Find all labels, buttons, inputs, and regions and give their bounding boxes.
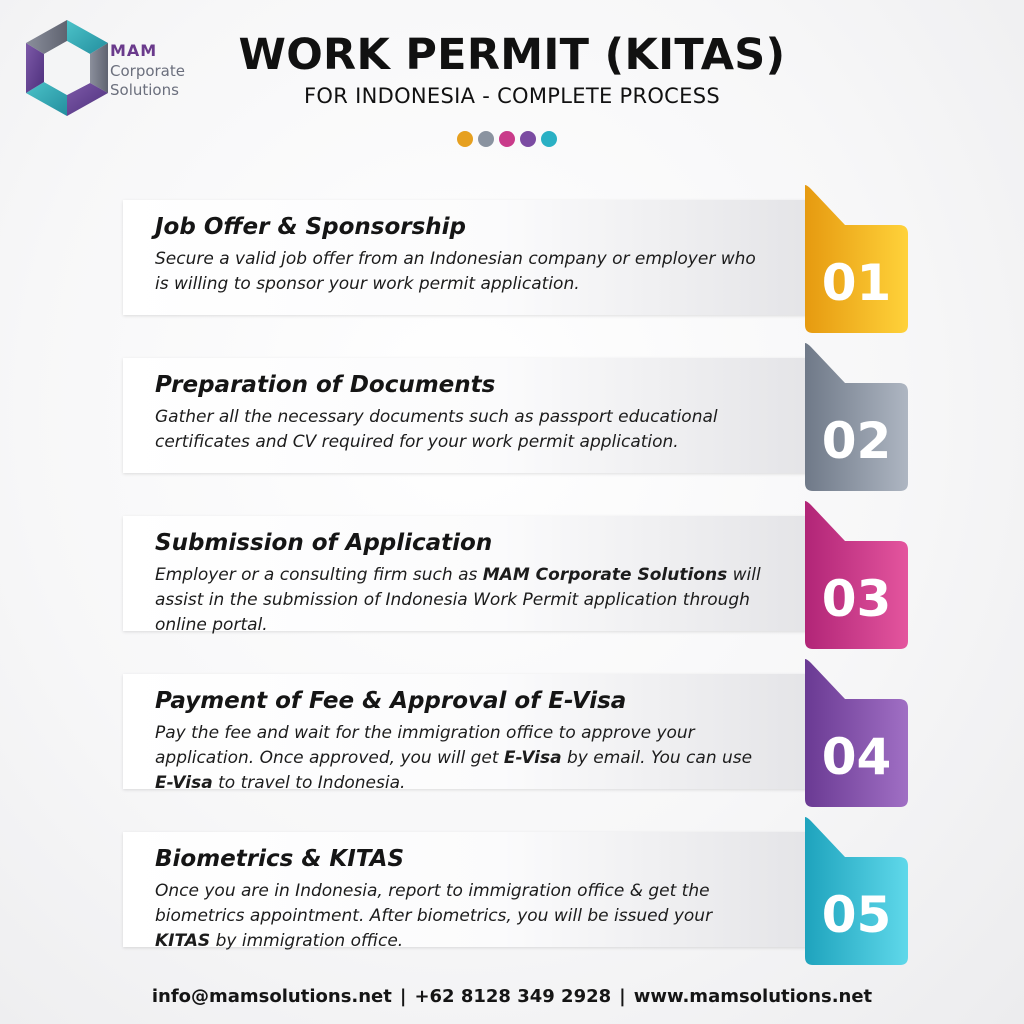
footer-phone[interactable]: +62 8128 349 2928 xyxy=(414,986,612,1007)
step-card xyxy=(123,674,813,793)
step-title: Biometrics & KITAS xyxy=(155,846,405,872)
page-title: WORK PERMIT (KITAS) xyxy=(238,30,786,80)
header-dot xyxy=(457,131,473,147)
step-description-emphasis: E-Visa xyxy=(503,748,562,768)
step-title: Payment of Fee & Approval of E-Visa xyxy=(155,688,627,714)
footer-email[interactable]: info@mamsolutions.net xyxy=(151,986,392,1007)
step-description-text: by immigration office. xyxy=(210,931,404,951)
logo-text-solutions: Solutions xyxy=(110,81,179,99)
step-number: 04 xyxy=(821,728,892,786)
step-number: 05 xyxy=(821,886,892,944)
logo-text-corporate: Corporate xyxy=(110,62,185,80)
step-description-text: Once you are in Indonesia, report to immigration office & get the biometrics appointment. After biometrics, you will be issued your xyxy=(155,881,713,926)
step-description xyxy=(155,563,765,638)
step-description-emphasis: E-Visa xyxy=(155,773,213,793)
step-number: 02 xyxy=(821,412,892,470)
logo-text-mam: MAM xyxy=(110,41,158,60)
step-description-text: Gather all the necessary documents such as passport educational certificates and CV required for your work permit application. xyxy=(155,407,718,452)
decorative-dots xyxy=(457,131,557,147)
process-step xyxy=(123,659,908,807)
step-number: 03 xyxy=(821,570,892,628)
footer-separator: | xyxy=(399,986,407,1007)
step-description-text: Pay the fee and wait for the immigration office to approve your application. Once approved, you will get xyxy=(155,723,695,768)
step-title: Submission of Application xyxy=(155,530,493,556)
step-description-text: to travel to Indonesia. xyxy=(212,773,406,793)
step-card xyxy=(123,516,813,635)
step-title: Preparation of Documents xyxy=(155,372,496,398)
process-step xyxy=(123,501,908,649)
footer-website[interactable]: www.mamsolutions.net xyxy=(633,986,873,1007)
process-step xyxy=(123,343,908,491)
step-description xyxy=(155,405,765,455)
step-card xyxy=(123,358,813,473)
step-description xyxy=(155,879,765,954)
step-card xyxy=(123,832,813,951)
contact-footer xyxy=(0,986,1024,1007)
step-number: 01 xyxy=(821,254,892,312)
step-description-emphasis: KITAS xyxy=(155,931,211,951)
step-description-text: will assist in the submission of Indonesia Work Permit application through online portal. xyxy=(155,565,761,635)
step-description-emphasis: MAM Corporate Solutions xyxy=(482,565,728,585)
step-description xyxy=(155,247,765,297)
step-card xyxy=(123,200,813,315)
step-title: Job Offer & Sponsorship xyxy=(155,214,466,240)
step-description-text: Employer or a consulting firm such as xyxy=(155,565,483,585)
step-description-text: by email. You can use xyxy=(561,748,753,768)
step-description-text: Secure a valid job offer from an Indonesian company or employer who is willing to sponsor your work permit application. xyxy=(155,249,756,294)
header-dot xyxy=(520,131,536,147)
process-step xyxy=(123,817,908,965)
process-step xyxy=(123,185,908,333)
header-dot xyxy=(478,131,494,147)
page-subtitle: FOR INDONESIA - COMPLETE PROCESS xyxy=(304,84,720,108)
footer-separator: | xyxy=(619,986,626,1007)
header-dot xyxy=(541,131,557,147)
header-dot xyxy=(499,131,515,147)
step-description xyxy=(155,721,765,796)
